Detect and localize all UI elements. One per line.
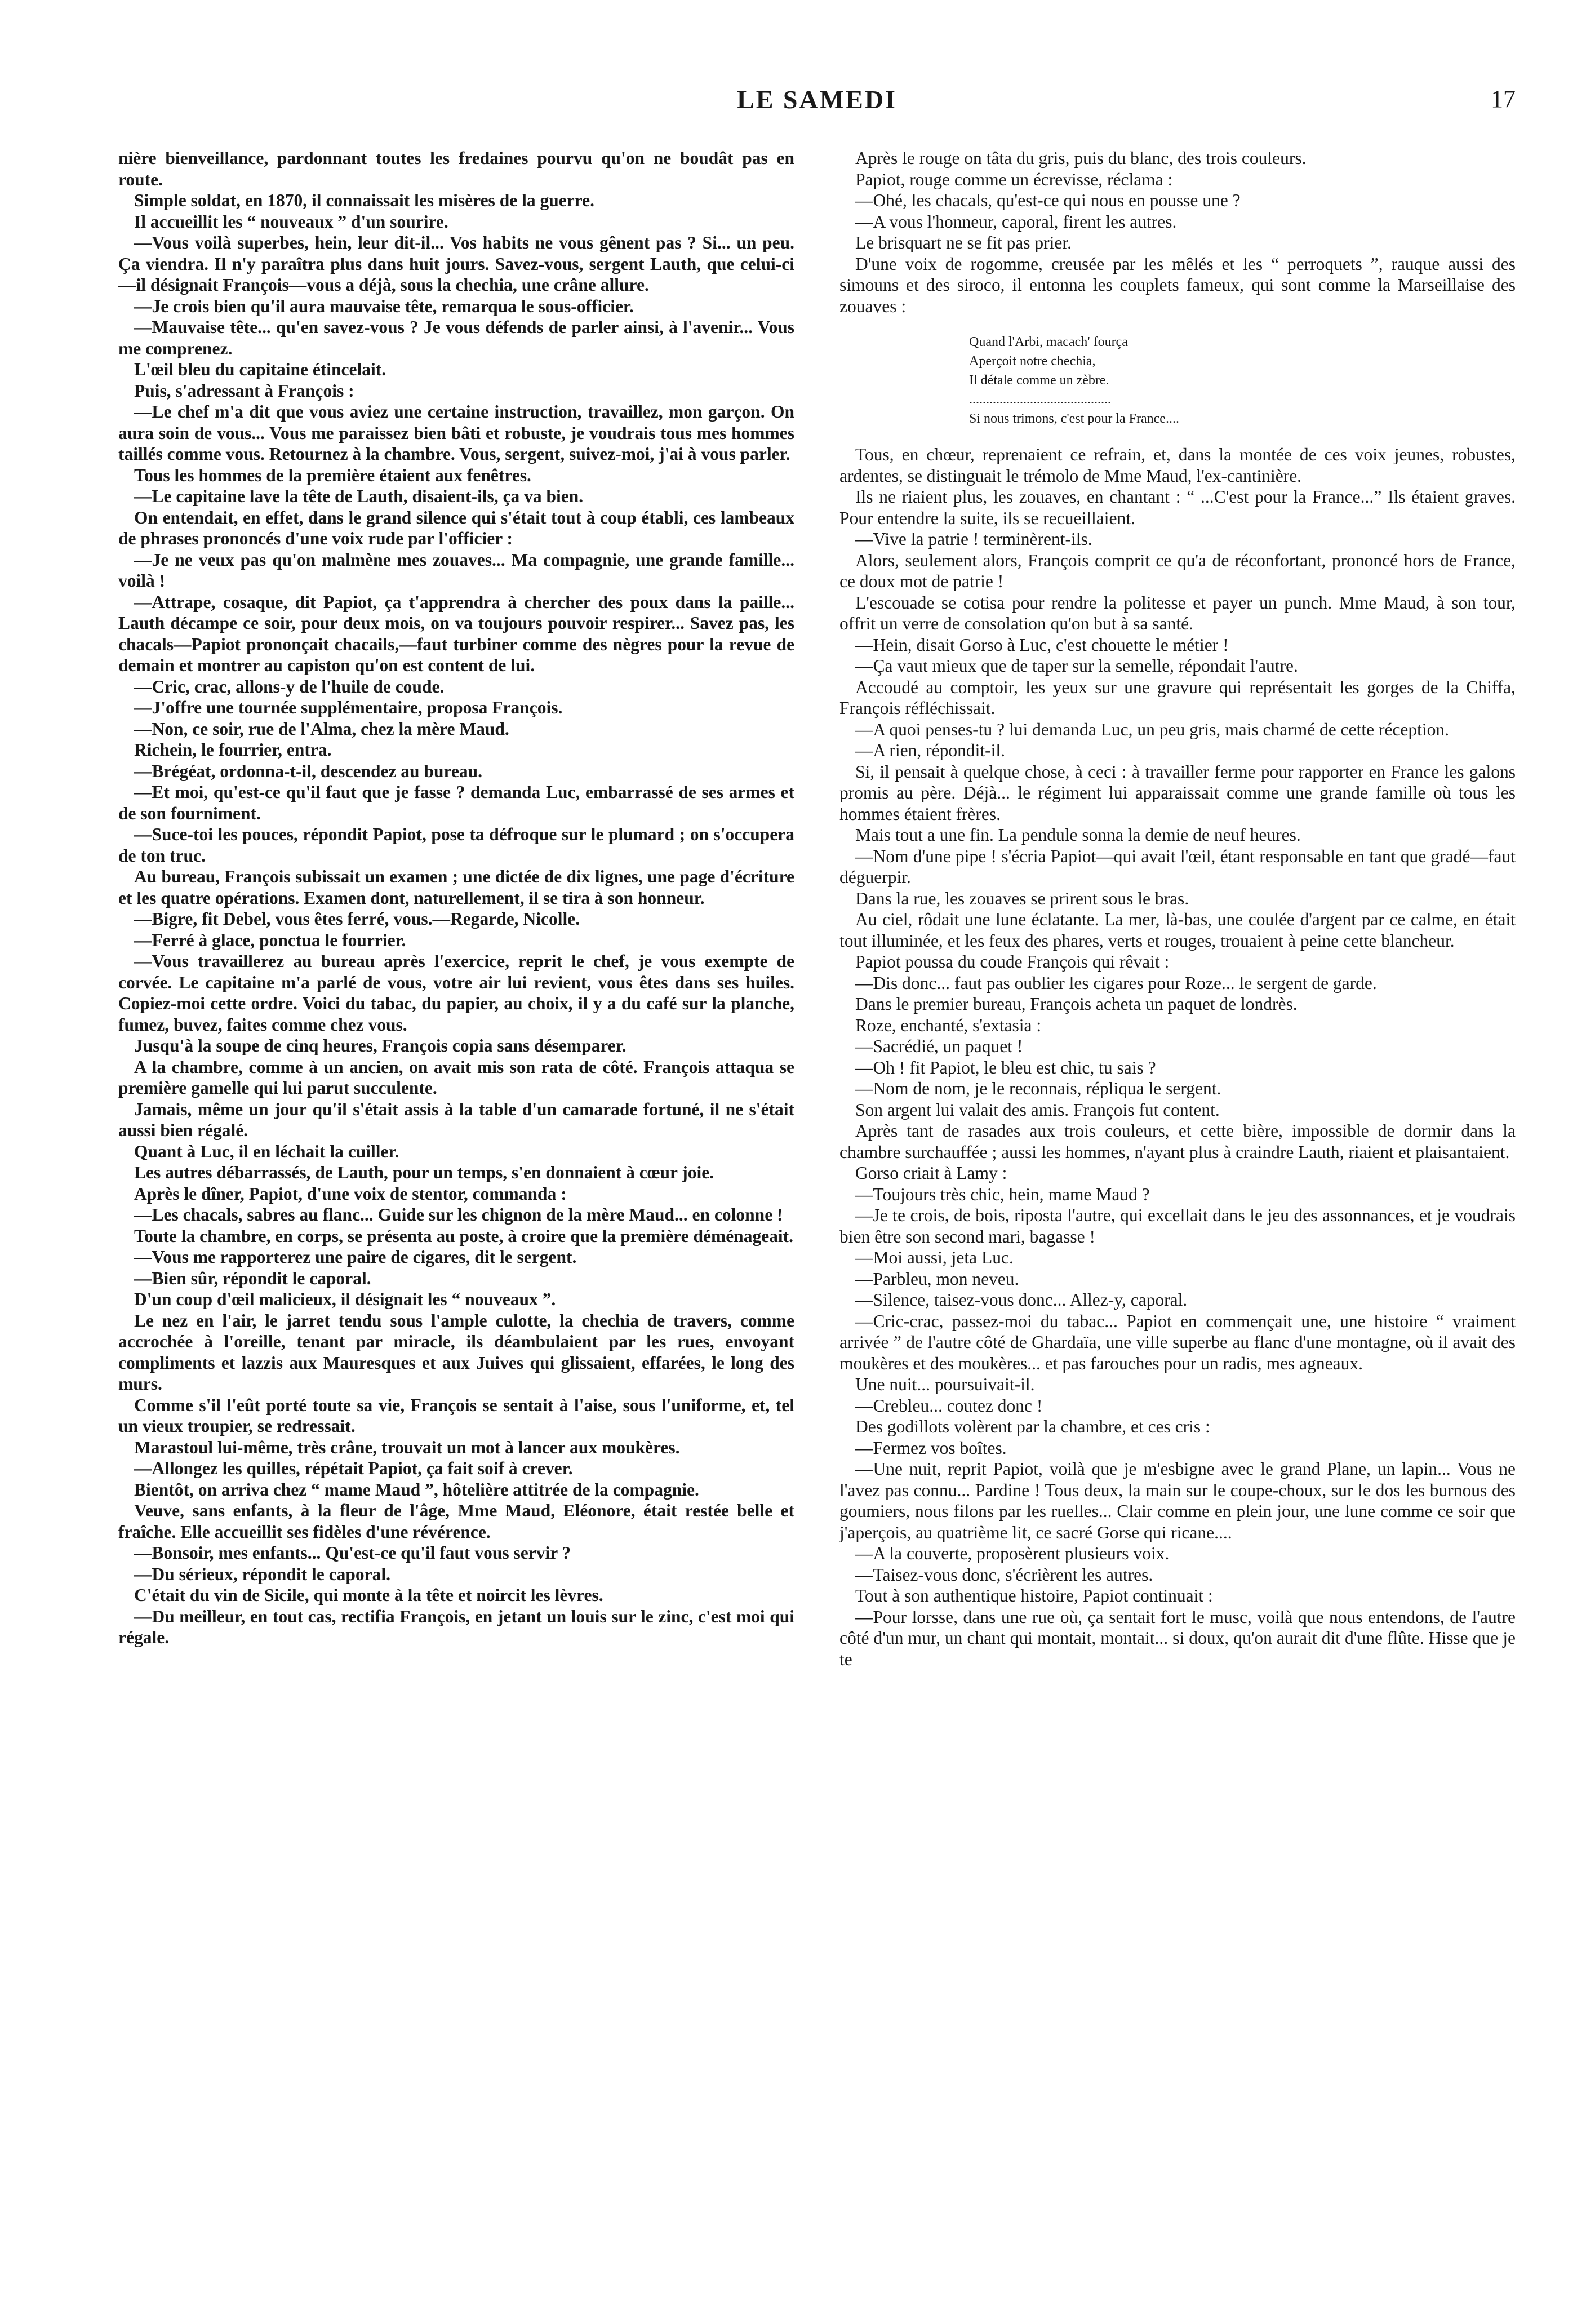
paragraph: Les autres débarrassés, de Lauth, pour un temps, s'en donnaient à cœur joie. [134,1163,714,1182]
paragraph: —Taisez-vous donc, s'écrièrent les autres. [855,1564,1153,1585]
paragraph: Des godillots volèrent par la chambre, et ces cris : [855,1417,1210,1436]
paragraph: —Nom de nom, je le reconnais, répliqua le sergent. [855,1079,1221,1098]
paragraph: —Suce-toi les pouces, répondit Papiot, pose ta défroque sur le plumard ; on s'occupera de ton truc. [118,824,794,866]
paragraph: —Sacrédié, un paquet ! [855,1036,1023,1056]
paragraph: —Allongez les quilles, répétait Papiot, ça fait soif à crever. [134,1458,573,1478]
paragraph: —Le capitaine lave la tête de Lauth, disaient-ils, ça va bien. [134,486,584,506]
paragraph: —Je ne veux pas qu'on malmène mes zouaves... Ma compagnie, une grande famille... voilà ! [118,549,794,591]
paragraph: Jamais, même un jour qu'il s'était assis à la table d'un camarade fortuné, il ne s'était aussi bien régalé. [118,1099,794,1140]
paragraph: Quant à Luc, il en léchait la cuiller. [134,1141,399,1161]
right-column-after-verse [839,444,1516,1670]
paragraph: —Ça vaut mieux que de taper sur la semelle, répondait l'autre. [855,656,1298,676]
paragraph: —A quoi penses-tu ? lui demanda Luc, un peu gris, mais charmé de cette réception. [855,719,1450,739]
paragraph: —Brégéat, ordonna-t-il, descendez au bureau. [134,761,483,781]
paragraph: Comme s'il l'eût porté toute sa vie, François se sentait à l'aise, sous l'uniforme, et, tel un vieux troupier, se redressait. [118,1395,794,1436]
paragraph: Veuve, sans enfants, à la fleur de l'âge, Mme Maud, Eléonore, était restée belle et fraîche. Elle accueillit ses fidèles d'une révérence. [118,1501,794,1542]
paragraph: D'une voix de rogomme, creusée par les mêlés et les “ perroquets ”, rauque aussi des simouns et des siroco, il entonna les couplets fameux, qui sont comme la Marseillaise des zouaves : [839,254,1516,316]
paragraph: Simple soldat, en 1870, il connaissait les misères de la guerre. [134,190,594,210]
verse-line: Si nous trimons, c'est pour la France.... [969,411,1179,426]
verse-line: .......................................... [969,392,1111,407]
paragraph: Gorso criait à Lamy : [855,1163,1007,1183]
paragraph: Au bureau, François subissait un examen ; une dictée de dix lignes, une page d'écriture et les quatre opérations. Examen dont, naturellement, il se tira à son honneur. [118,867,794,908]
paragraph: Richein, le fourrier, entra. [134,740,332,760]
paragraph: Tout à son authentique histoire, Papiot continuait : [855,1586,1213,1605]
paragraph: —Cric-crac, passez-moi du tabac... Papiot en commençait une, une histoire “ vraiment arrivée ” de l'autre côté de Ghardaïa, une ville superbe au flanc d'une montagne, où il avait des moukères et des moukères... et pas farouches pour un radis, mes agneaux. [839,1311,1516,1373]
paragraph: Accoudé au comptoir, les yeux sur une gravure qui représentait les gorges de la Chiffa, François réfléchissait. [839,677,1516,718]
paragraph: —A la couverte, proposèrent plusieurs voix. [855,1544,1170,1563]
left-column [118,148,794,2289]
paragraph: Il accueillit les “ nouveaux ” d'un sourire. [134,211,448,232]
paragraph: Papiot poussa du coude François qui rêvait : [855,952,1170,972]
paragraph: Tous les hommes de la première étaient aux fenêtres. [134,465,531,485]
paragraph: Roze, enchanté, s'extasia : [855,1015,1042,1035]
paragraph: —Vous voilà superbes, hein, leur dit-il... Vos habits ne vous gênent pas ? Si... un peu. Ça viendra. Il n'y paraîtra plus dans huit jours. Savez-vous, sergent Lauth, que celui-ci —il désignait François—vous a déjà, sous la chechia, une crâne allure. [118,233,794,295]
paragraph: —Dis donc... faut pas oublier les cigares pour Roze... le sergent de garde. [855,973,1377,993]
right-column [839,148,1516,2289]
paragraph: Si, il pensait à quelque chose, à ceci : à travailler ferme pour rapporter en France les galons promis au père. Déjà... le régiment lui apparaissait comme une grande famille où tous les hommes étaient frères. [839,761,1516,824]
paragraph: Mais tout a une fin. La pendule sonna la demie de neuf heures. [855,825,1301,845]
paragraph: Après le dîner, Papiot, d'une voix de stentor, commanda : [134,1183,567,1204]
paragraph: Après le rouge on tâta du gris, puis du blanc, des trois couleurs. [855,148,1307,168]
paragraph: Une nuit... poursuivait-il. [855,1374,1035,1394]
page-number: 17 [1491,85,1516,113]
paragraph: —Ferré à glace, ponctua le fourrier. [134,930,406,950]
paragraph: Au ciel, rôdait une lune éclatante. La mer, là-bas, une coulée d'argent par ce calme, en était tout illuminée, et les feux des phares, verts et rouges, trouaient à peine cette blancheur. [839,910,1516,951]
paragraph: L'œil bleu du capitaine étincelait. [134,360,386,379]
paragraph: Ils ne riaient plus, les zouaves, en chantant : “ ...C'est pour la France...” Ils étaient graves. Pour entendre la suite, ils se recueillaient. [839,487,1516,528]
paragraph: —A vous l'honneur, caporal, firent les autres. [855,211,1177,232]
page-header [118,85,1516,124]
paragraph: —Cric, crac, allons-y de l'huile de coude. [134,676,445,697]
paragraph: Jusqu'à la soupe de cinq heures, François copia sans désemparer. [134,1036,627,1055]
paragraph: —Bigre, fit Debel, vous êtes ferré, vous.—Regarde, Nicolle. [134,909,580,929]
paragraph: A la chambre, comme à un ancien, on avait mis son rata de côté. François attaqua se première gamelle qui lui parut succulente. [118,1057,794,1098]
paragraph: —Le chef m'a dit que vous aviez une certaine instruction, travaillez, mon garçon. On aura soin de vous... Vous me paraissez bien bâti et robuste, je voudrais tous mes hommes taillés comme vous. Retournez à la chambre. Vous, sergent, suivez-moi, j'ai à vous parler. [118,402,794,464]
paragraph: —Du sérieux, répondit le caporal. [134,1564,390,1584]
paragraph: —A rien, répondit-il. [855,740,1005,760]
song-verse [969,332,1516,428]
paragraph: —Mauvaise tête... qu'en savez-vous ? Je vous défends de parler ainsi, à l'avenir... Vous me comprenez. [118,317,794,358]
paragraph: Tous, en chœur, reprenaient ce refrain, et, dans la montée de ces voix jeunes, robustes, ardentes, se distinguait le trémolo de Mme Maud, l'ex-cantinière. [839,445,1516,486]
paragraph: —Ohé, les chacals, qu'est-ce qui nous en pousse une ? [855,190,1241,210]
paragraph: On entendait, en effet, dans le grand silence qui s'était tout à coup établi, ces lambeaux de phrases prononcés d'une voix rude par l'officier : [118,507,794,548]
paragraph: —Attrape, cosaque, dit Papiot, ça t'apprendra à chercher des poux dans la paille... Lauth décampe ce soir, pour deux mois, on va toujours pouvoir respirer... Savez pas, les chacals—Papiot prononçait chacails,—faut turbiner comme des nègres pour la revue de demain et montrer au capiston qu'on est content de lui. [118,592,794,675]
paragraph: nière bienveillance, pardonnant toutes les fredaines pourvu qu'on ne boudât pas en route. [118,148,794,189]
paragraph: —Et moi, qu'est-ce qu'il faut que je fasse ? demanda Luc, embarrassé de ses armes et de son fourniment. [118,782,794,823]
paragraph: Le brisquart ne se fit pas prier. [855,233,1072,252]
paragraph: Après tant de rasades aux trois couleurs, et cette bière, impossible de dormir dans la chambre surchauffée ; aussi les hommes, n'ayant plus à craindre Lauth, riaient et plaisantaient. [839,1121,1516,1162]
paragraph: —Une nuit, reprit Papiot, voilà que je m'esbigne avec le grand Plane, un lapin... Vous ne l'avez pas connu... Pardine ! Tous deux, la main sur le coupe-choux, sur le dos les burnous des goumiers, nous filons par les ruelles... Clair comme en plein jour, une lune comme ce soir que j'aperçois, au quatrième lit, ce sacré Gorse qui ricane.... [839,1459,1516,1542]
paragraph: Bientôt, on arriva chez “ mame Maud ”, hôtelière attitrée de la compagnie. [134,1479,699,1500]
paragraph: Alors, seulement alors, François comprit ce qu'a de réconfortant, prononcé hors de France, ce doux mot de patrie ! [839,550,1516,591]
paragraph: —Bien sûr, répondit le caporal. [134,1268,371,1288]
paragraph: —Vous me rapporterez une paire de cigares, dit le sergent. [134,1247,577,1267]
paragraph: —Vous travaillerez au bureau après l'exercice, reprit le chef, je vous exempte de corvée. Le capitaine m'a parlé de vous, votre air lui revient, vous êtes dans ses huiles. Copiez-moi cette ordre. Voici du tabac, du papier, au choix, il y a du café sur la planche, fumez, buvez, faites comme chez vous. [118,951,794,1035]
paragraph: —Parbleu, mon neveu. [855,1269,1019,1289]
paragraph: —Je te crois, de bois, riposta l'autre, qui excellait dans le jeu des assonnances, et je voudrais bien être son second mari, bagasse ! [839,1205,1516,1247]
paragraph: —Fermez vos boîtes. [855,1438,1007,1458]
paragraph: Dans le premier bureau, François acheta un paquet de londrès. [855,994,1298,1014]
right-column-before-verse [839,148,1516,317]
paragraph: —Pour lorsse, dans une rue où, ça sentait fort le musc, voilà que nous entendons, de l'autre côté d'un mur, un chant qui montait, montait... si doux, qu'on aurait dit d'une flûte. Hisse que je te [839,1607,1516,1669]
paragraph: L'escouade se cotisa pour rendre la politesse et payer un punch. Mme Maud, à son tour, offrit un verre de consolation qu'on but à sa santé. [839,592,1516,633]
paragraph: Puis, s'adressant à François : [134,380,354,401]
paragraph: Papiot, rouge comme un écrevisse, réclama : [855,169,1173,189]
paragraph: —Je crois bien qu'il aura mauvaise tête, remarqua le sous-officier. [134,296,634,316]
paragraph: —Hein, disait Gorso à Luc, c'est chouette le métier ! [855,635,1229,655]
paragraph: —Silence, taisez-vous donc... Allez-y, caporal. [855,1290,1188,1310]
paragraph: Le nez en l'air, le jarret tendu sous l'ample culotte, la chechia de travers, comme accrochée à l'oreille, tenant par miracle, ils déambulaient par les rues, envoyant compliments et lazzis aux Mauresques et aux Juives qui glissaient, effarées, le long des murs. [118,1310,794,1394]
paragraph: —Crebleu... coutez donc ! [855,1395,1043,1416]
paragraph: —Moi aussi, jeta Luc. [855,1248,1014,1267]
paragraph: —Toujours très chic, hein, mame Maud ? [855,1184,1150,1204]
publication-title: LE SAMEDI [737,85,897,114]
paragraph: Marastoul lui-même, très crâne, trouvait un mot à lancer aux moukères. [134,1437,680,1457]
paragraph: —Vive la patrie ! terminèrent-ils. [855,529,1092,549]
verse-line: Aperçoit notre chechia, [969,354,1096,369]
paragraph: —Du meilleur, en tout cas, rectifia François, en jetant un louis sur le zinc, c'est moi qui régale. [118,1606,794,1647]
paragraph: —Bonsoir, mes enfants... Qu'est-ce qu'il faut vous servir ? [134,1543,571,1563]
paragraph: Dans la rue, les zouaves se prirent sous le bras. [855,888,1189,908]
verse-line: Il détale comme un zèbre. [969,373,1109,388]
paragraph: D'un coup d'œil malicieux, il désignait les “ nouveaux ”. [134,1289,556,1309]
verse-line: Quand l'Arbi, macach' fourça [969,335,1128,349]
paragraph: —Les chacals, sabres au flanc... Guide sur les chignon de la mère Maud... en colonne ! [134,1205,783,1225]
paragraph: C'était du vin de Sicile, qui monte à la tête et noircit les lèvres. [134,1585,603,1605]
paragraph: —Non, ce soir, rue de l'Alma, chez la mère Maud. [134,719,509,739]
paragraph: —Oh ! fit Papiot, le bleu est chic, tu sais ? [855,1057,1156,1077]
paragraph: —Nom d'une pipe ! s'écria Papiot—qui avait l'œil, étant responsable en tant que gradé—faut déguerpir. [839,846,1516,887]
paragraph: Toute la chambre, en corps, se présenta au poste, à croire que la première déménageait. [134,1226,794,1246]
paragraph: Son argent lui valait des amis. François fut content. [855,1099,1220,1120]
paragraph: —J'offre une tournée supplémentaire, proposa François. [134,698,563,717]
